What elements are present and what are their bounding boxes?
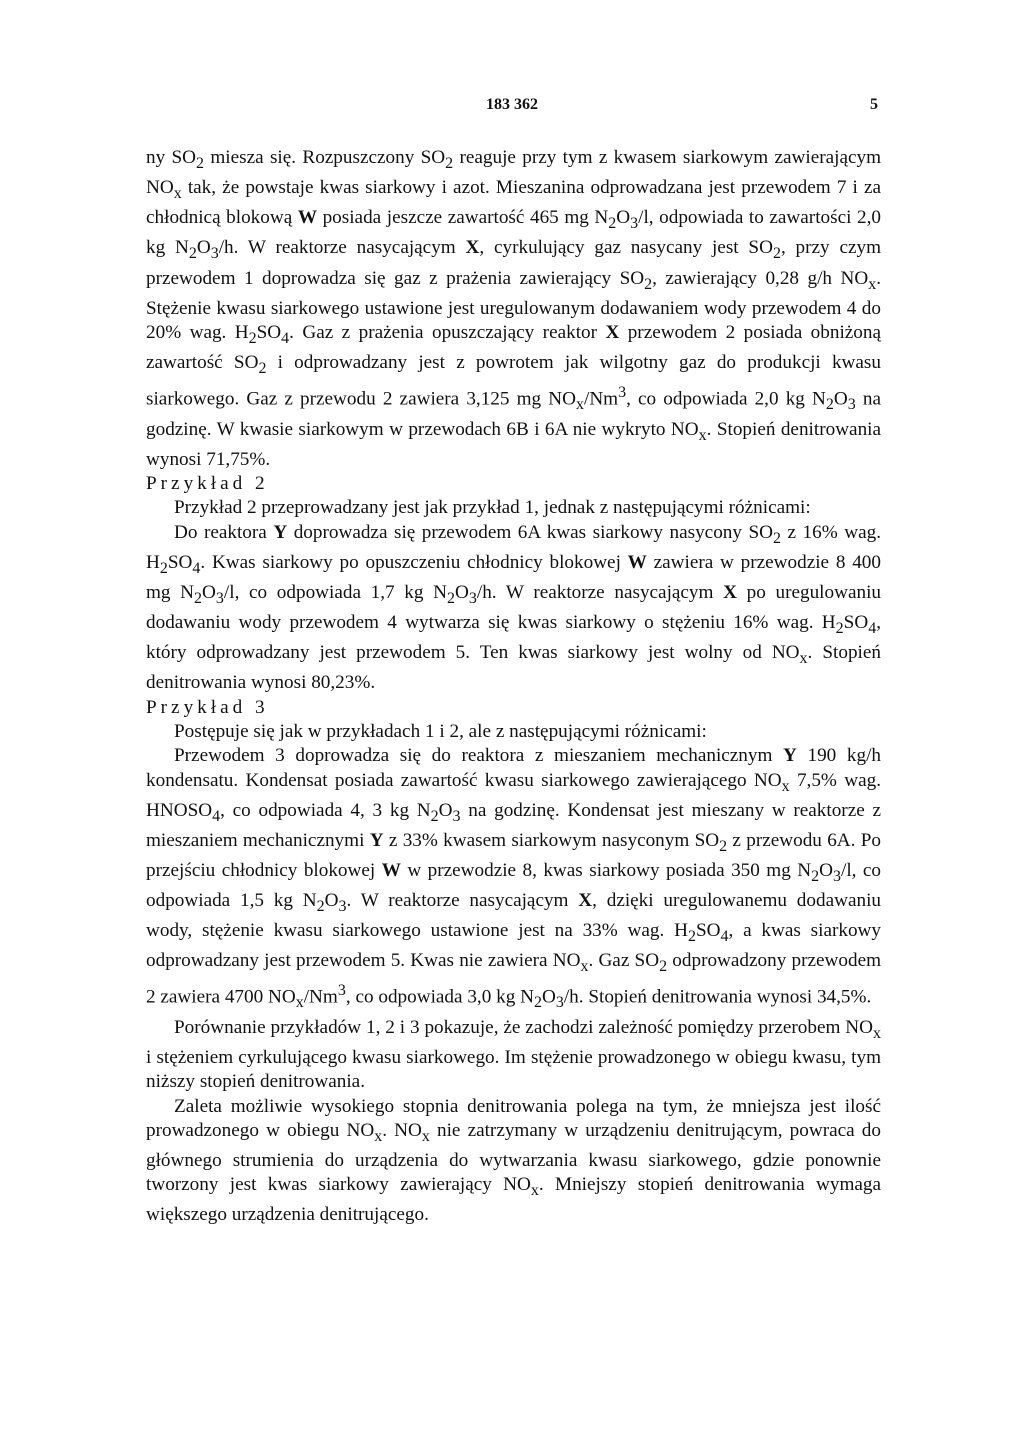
- paragraph-advantage: Zaleta możliwie wysokiego stopnia denitrowania polega na tym, że mniejsza jest ilość prowadzonego w obiegu $NO_x$. $NO_x$ nie zatrzymany w urządzeniu denitrującym, powraca do głównego strumienia do urządzenia do wytwarzania kwasu siarkowego, gdzie ponownie tworzony jest kwas siarkowy zawierający $NO_x$. Mniejszy stopień denitrowania wymaga większego urządzenia denitrującego.: [146, 1095, 881, 1226]
- example-2-heading-text: Przykład 2: [146, 473, 269, 495]
- paragraph-example-2-intro: Przykład 2 przeprowadzany jest jak przykład 1, jednak z następującymi różnicami:: [174, 497, 811, 519]
- paragraph-example-3-details: Przewodem 3 doprowadza się do reaktora z mieszaniem mechanicznym Y 190 kg/h kondensatu. Kondensat posiada zawartość kwasu siarkowego zawierającego $NO_x$ 7,5% wag. $HNOSO_4$, co odpowiada 4, 3 kg $N_2O_3$ na godzinę. Kondensat jest mieszany w reaktorze z mieszaniem mechanicznymi Y z 33% kwasem siarkowym nasyconym $SO_2$ z przewodu 6A. Po przejściu chłodnicy blokowej W w przewodzie 8, kwas siarkowy posiada 350 mg $N_2O_3/l$, co odpowiada 1,5 kg $N_2O_3$. W reaktorze nasycającym X, dzięki uregulowanemu dodawaniu wody, stężenie kwasu siarkowego ustawione jest na 33% wag. $H_2SO_4$, a kwas siarkowy odprowadzany jest przewodem 5. Kwas nie zawiera $NO_x$. Gaz $SO_2$ odprowadzony przewodem 2 zawiera 4700 $NO_x/Nm^3$, co odpowiada 3,0 kg $N_2O_3/h$. Stopień denitrowania wynosi 34,5%.: [146, 745, 882, 1012]
- example-2-heading: [146, 472, 881, 496]
- paragraph-example-3-intro: Postępuje się jak w przykładach 1 i 2, ale z następującymi różnicami:: [174, 720, 707, 742]
- document-number: 183 362: [486, 96, 538, 113]
- paragraph-example-2-details: Do reaktora Y doprowadza się przewodem 6A kwas siarkowy nasycony $SO_2$ z 16% wag. $H_2SO_4$. Kwas siarkowy po opuszczeniu chłodnicy blokowej W zawiera w przewodzie 8 400 mg $N_2O_3/l$, co odpowiada 1,7 kg $N_2O_3/h$. W reaktorze nasycającym X po uregulowaniu dodawaniu wody przewodem 4 wytwarza się kwas siarkowy o stężeniu 16% wag. $H_2SO_4$, który odprowadzany jest przewodem 5. Ten kwas siarkowy jest wolny od $NO_x$. Stopień denitrowania wynosi 80,23%.: [146, 521, 882, 694]
- page-header: [146, 96, 878, 120]
- paragraph-intro: ny $SO_2$ miesza się. Rozpuszczony $SO_2$ reaguje przy tym z kwasem siarkowym zawierającym $NO_x$ tak, że powstaje kwas siarkowy i azot. Mieszanina odprowadzana jest przewodem 7 i za chłodnicą blokową W posiada jeszcze zawartość 465 mg $N_2O_3/l$, odpowiada to zawartości 2,0 kg $N_2O_3/h$. W reaktorze nasycającym X, cyrkulujący gaz nasycany jest $SO_2$, przy czym przewodem 1 doprowadza się gaz z prażenia zawierający $SO_2$, zawierający 0,28 g/h $NO_x$. Stężenie kwasu siarkowego ustawione jest uregulowanym dodawaniem wody przewodem 4 do 20% wag. $H_2SO_4$. Gaz z prażenia opuszczający reaktor X przewodem 2 posiada obniżoną zawartość $SO_2$ i odprowadzany jest z powrotem jak wilgotny gaz do produkcji kwasu siarkowego. Gaz z przewodu 2 zawiera 3,125 mg $NO_x/Nm^3$, co odpowiada 2,0 kg $N_2O_3$ na godzinę. W kwasie siarkowym w przewodach 6B i 6A nie wykryto $NO_x$. Stopień denitrowania wynosi 71,75%.: [146, 147, 882, 470]
- example-3-heading-text: Przykład 3: [146, 696, 269, 718]
- page-number: 5: [870, 96, 878, 113]
- example-3-heading: [146, 696, 881, 720]
- paragraph-comparison: Porównanie przykładów 1, 2 i 3 pokazuje, że zachodzi zależność pomiędzy przerobem $NO_x$ i stężeniem cyrkulującego kwasu siarkowego. Im stężenie prowadzonego w obiegu kwasu, tym niższy stopień denitrowania.: [146, 1016, 881, 1093]
- document-body: [146, 146, 881, 1228]
